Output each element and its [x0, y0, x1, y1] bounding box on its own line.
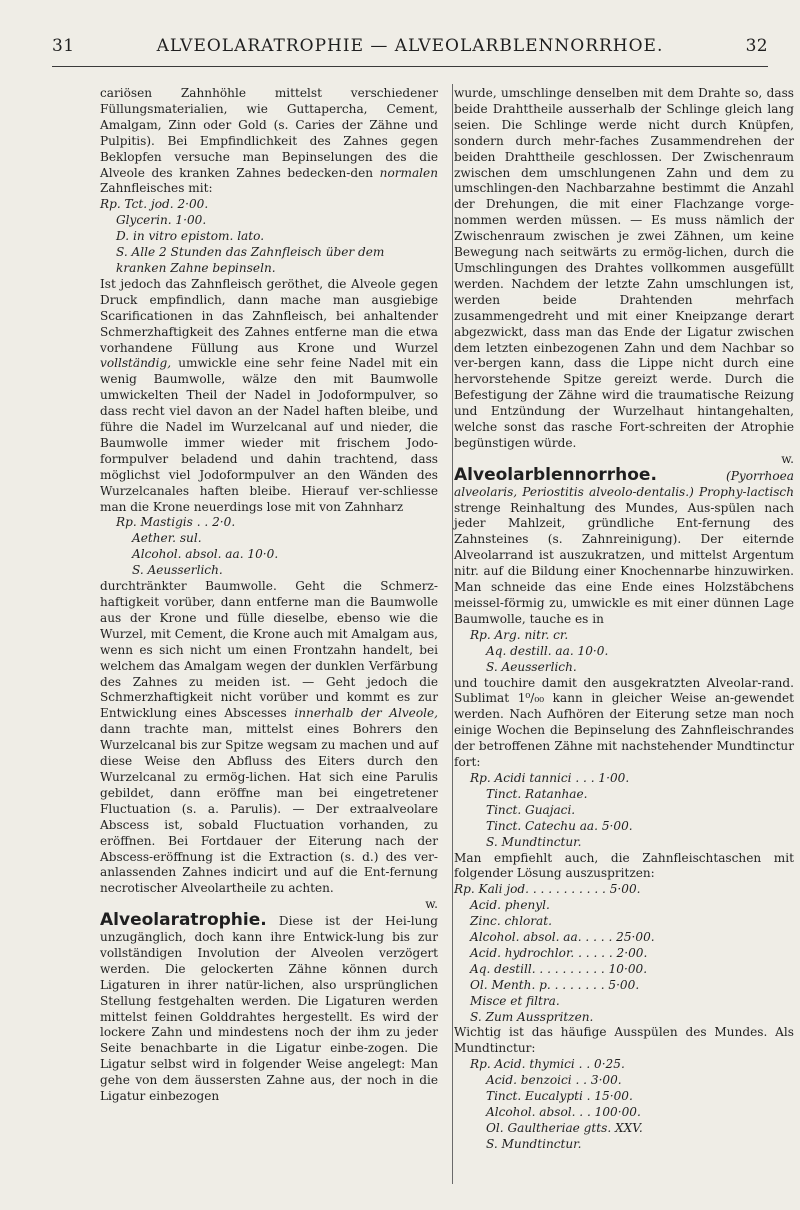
- paragraph: und touchire damit den ausgekratzten Alveolar-rand. Sublimat 1⁰/₀₀ kann in gleicher Weise an-gewendet werden. Nach Aufhören der Eiterung setze man noch einige Wochen die Bepinselung des Zahnfleischrandes der betroffenen Zähne mit nachstehender Mundtinctur fort:: [454, 675, 794, 770]
- paragraph: wurde, umschlinge denselben mit dem Drahte so, dass beide Drahttheile ausserhalb der Schlinge gleich lang seien. Die Schlinge werde nicht durch Knüpfen, sondern durch mehr-faches Zusammendrehen der beiden Drahttheile geschlossen. Der Zwischenraum zwischen dem umschlungenen Zahn und dem zu umschlingen-den Nachbarzahne bestimmt die Anzahl der Drehungen, die mit einer Flachzange vorge-nommen werden müssen. — Es muss nämlich der Zwischenraum zwischen je zwei Zähnen, um keine Bewegung nach seitwärts zu ermög-lichen, durch die Umschlingungen des Drahtes vollkommen ausgefüllt werden. Nachdem der letzte Zahn umschlungen ist, werden beide Drahtenden mehrfach zusammengedreht und mit einer Kneipzange derart abgezwickt, dass man das Ende der Ligatur zwischen dem letzten einbezogenen Zahn und dem Nachbar so ver-bergen kann, dass die Lippe nicht durch eine hervorstehende Spitze gereizt werde. Durch die Befestigung der Zähne wird die traumatische Reizung und Entzündung der Wurzelhaut hintangehalten, welche sonst das rasche Fort-schreiten der Atrophie begünstigen würde.: [454, 86, 794, 450]
- recipe-line: Tinct. Eucalypti . 15·00.: [486, 1089, 633, 1104]
- running-title: ALVEOLARATROPHIE — ALVEOLARBLENNORRHOE.: [156, 36, 664, 56]
- recipe-line: S. Aeusserlich.: [132, 563, 223, 578]
- author-signature: w.: [781, 451, 794, 466]
- recipe-line: Ol. Gaultheriae gtts. XXV.: [486, 1120, 643, 1135]
- recipe-line: Alcohol. absol. aa. 10·0.: [132, 547, 279, 562]
- entry-heading: Alveolaratrophie.: [100, 910, 267, 931]
- recipe-line: Ol. Menth. p. . . . . . . . 5·00.: [470, 977, 640, 992]
- recipe-line: Tinct. Ratanhae.: [486, 786, 588, 801]
- recipe-line: Glycerin. 1·00.: [116, 213, 207, 228]
- recipe-line: Alcohol. absol. . . 100·00.: [486, 1105, 641, 1119]
- recipe-line: Aq. destill. . . . . . . . . . 10·00.: [470, 961, 648, 976]
- recipe-line: Misce et filtra.: [470, 993, 560, 1008]
- recipe-line: Tinct. Guajaci.: [486, 802, 576, 817]
- recipe-line: Rp. Tct. jod. 2·00.: [100, 197, 209, 212]
- recipe-line: D. in vitro epistom. lato.: [116, 229, 265, 244]
- recipe-line: S. Zum Ausspritzen.: [470, 1009, 594, 1024]
- recipe-line: S. Mundtinctur.: [486, 1136, 582, 1151]
- recipe-line: Alcohol. absol. aa. . . . . 25·00.: [470, 930, 655, 945]
- page-number-left: 31: [52, 36, 75, 56]
- paragraph: cariösen Zahnhöhle mittelst verschiedener Füllungsmaterialien, wie Guttapercha, Cement, Amalgam, Zinn oder Gold (s. Caries der Zähne und Pulpitis). Bei Empfindlichkeit des Zahnes gegen Beklopfen versuche man Bepinselungen des die Alveole des kranken Zahnes bedecken-den normalen Zahnfleisches mit:: [100, 86, 438, 196]
- recipe-line: Rp. Kali jod. . . . . . . . . . . 5·00.: [454, 882, 641, 897]
- recipe-line: Zinc. chlorat.: [470, 914, 552, 929]
- entry-paragraph: Alveolaratrophie. Diese ist der Hei-lung unzugänglich, doch kann ihre Entwick-lung bis zur vollständigen Involution der Alveolen verzögert werden. Die gelockerten Zähne können durch Ligaturen in ihrer natür-lichen, also ursprünglichen Stellung festgehalten werden. Die Ligaturen werden mittelst feinen Golddrahtes hergestellt. Es wird der lockere Zahn und mindestens noch der ihm zu jeder Seite benachbarte in die Ligatur einbe-zogen. Die Ligatur selbst wird in folgender Weise angelegt: Man gehe von dem äussersten Zahne aus, der noch in die Ligatur einbezogen: [100, 910, 438, 1104]
- recipe-line: Acid. phenyl.: [470, 898, 550, 913]
- recipe-line: Rp. Arg. nitr. cr.: [470, 627, 569, 642]
- recipe-line: Acid. hydrochlor. . . . . . 2·00.: [470, 945, 648, 960]
- recipe-line: S. Aeusserlich.: [486, 659, 577, 674]
- running-header: [52, 34, 768, 67]
- recipe-line: Tinct. Catechu aa. 5·00.: [486, 818, 633, 833]
- author-signature: w.: [425, 897, 438, 912]
- recipe-line: Aq. destill. aa. 10·0.: [486, 643, 609, 658]
- paragraph: durchtränkter Baumwolle. Geht die Schmerz-haftigkeit vorüber, dann entferne man die Baumwolle aus der Krone und fülle dieselbe, ebenso wie die Wurzel, mit Cement, die Krone auch mit Amalgam aus, wenn es sich nicht um einen Frontzahn handelt, bei welchem das Amalgam wegen der dunklen Verfärbung des Zahnes zu meiden ist. — Geht jedoch die Schmerzhaftigkeit nicht vorüber und kommt es zur Entwicklung eines Abscesses innerhalb der Alveole, dann trachte man, mittelst eines Bohrers den Wurzelcanal bis zur Spitze wegsam zu machen und auf diese Weise den Abfluss des Eiters durch den Wurzelcanal zu ermög-lichen. Hat sich eine Parulis gebildet, dann eröffne man bei eingetretener Fluctuation (s. a. Parulis). — Der extraalveolare Abscess ist, sobald Fluctuation vorhanden, zu eröffnen. Bei Fortdauer der Eiterung nach der Abscess-eröffnung ist die Extraction (s. d.) des ver-anlassenden Zahnes indicirt und auf die Ent-fernung necrotischer Alveolartheile zu achten.: [100, 579, 438, 896]
- left-column: [100, 86, 438, 1105]
- page-number-right: 32: [745, 36, 768, 56]
- paragraph: Wichtig ist das häufige Ausspülen des Mundes. Als Mundtinctur:: [454, 1025, 794, 1056]
- right-column: [454, 86, 794, 1153]
- paragraph: Ist jedoch das Zahnfleisch geröthet, die Alveole gegen Druck empfindlich, dann mache man ausgiebige Scarificationen in das Zahnfleisch, bei anhaltender Schmerzhaftigkeit des Zahnes entferne man die etwa vorhandene Füllung aus Krone und Wurzel vollständig, umwickle eine sehr feine Nadel mit ein wenig Baumwolle, wälze den mit Baumwolle umwickelten Theil der Nadel in Jodoformpulver, so dass recht viel davon an der Nadel haften bleibe, und führe die Nadel im Wurzelcanal auf und nieder, die Baumwolle immer wieder mit frischem Jodo-formpulver beladend und dahin trachtend, dass möglichst viel Jodoformpulver an den Wänden des Wurzelcanales haften bleibe. Hierauf ver-schliesse man die Krone neuerdings lose mit von Zahnharz: [100, 276, 438, 514]
- recipe-line: Aether. sul.: [132, 531, 202, 546]
- entry-paragraph: Alveolarblennorrhoe. (Pyorrhoea alveolaris, Periostitis alveolo-dentalis.) Prophy-lactisch strenge Reinhaltung des Mundes, Aus-spülen nach jeder Mahlzeit, gründliche Ent-fernung des Zahnsteines (s. Zahnreinigung). Der eiternde Alveolarrand ist auszukratzen, und mittelst Argentum nitr. auf die Bildung einer Knochennarbe hinzuwirken. Man schneide das eine Ende eines Holzstäbchens meissel-förmig zu, umwickle es mit einer dünnen Lage Baumwolle, tauche es in: [454, 464, 794, 626]
- recipe-line: Rp. Acid. thymici . . 0·25.: [470, 1057, 625, 1072]
- paragraph: Man empfiehlt auch, die Zahnfleischtaschen mit folgender Lösung auszuspritzen:: [454, 850, 794, 881]
- recipe-line: Rp. Acidi tannici . . . 1·00.: [470, 770, 630, 785]
- column-divider: [452, 84, 453, 1184]
- recipe-line: Acid. benzoici . . 3·00.: [486, 1073, 622, 1088]
- entry-heading: Alveolarblennorrhoe.: [454, 464, 657, 485]
- recipe-line: Rp. Mastigis . . 2·0.: [116, 515, 236, 530]
- recipe-line: S. Alle 2 Stunden das Zahnfleisch über dem kranken Zahne bepinseln.: [116, 245, 385, 275]
- recipe-line: S. Mundtinctur.: [486, 834, 582, 849]
